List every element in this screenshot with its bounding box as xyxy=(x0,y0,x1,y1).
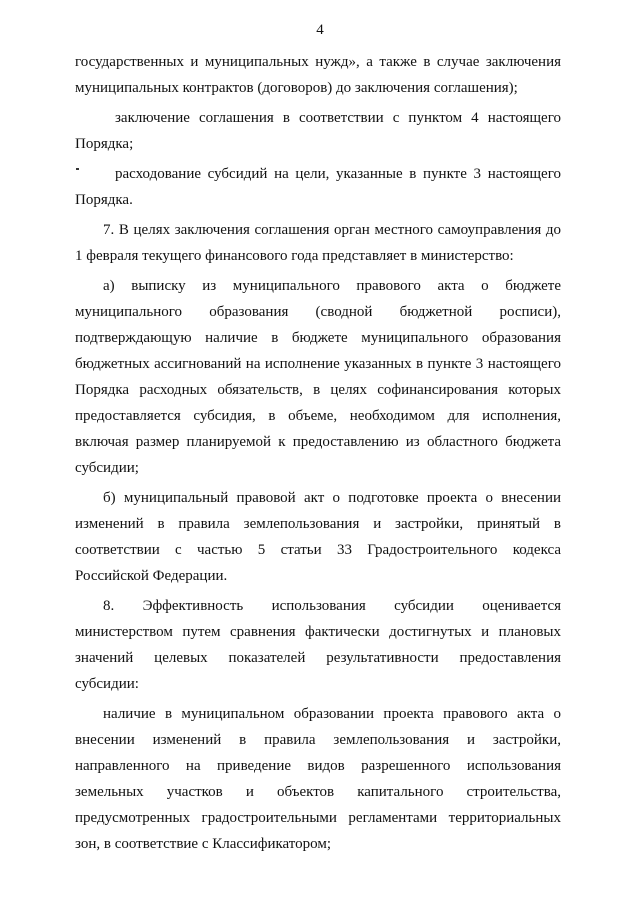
text-line: муниципального образования (сводной бюджетной росписи), xyxy=(75,304,561,320)
text-line: внесении изменений в правила землепользования и застройки, xyxy=(75,732,561,748)
text-line: государственных и муниципальных нужд», а также в случае заключения xyxy=(75,54,561,70)
document-body xyxy=(75,49,561,857)
text-line: Порядка. xyxy=(75,192,133,208)
text-line: 8. Эффективность использования субсидии оценивается xyxy=(103,598,561,614)
text-line: субсидии; xyxy=(75,460,139,476)
text-line: муниципальных контрактов (договоров) до заключения соглашения); xyxy=(75,80,518,96)
text-line: а) выписку из муниципального правового акта о бюджете xyxy=(103,278,561,294)
text-line: земельных участков и объектов капитального строительства, xyxy=(75,784,561,800)
text-line: 1 февраля текущего финансового года представляет в министерство: xyxy=(75,248,514,264)
text-line: 7. В целях заключения соглашения орган местного самоуправления до xyxy=(103,222,561,238)
text-line: предусмотренных градостроительными регламентами территориальных xyxy=(75,810,561,826)
text-line: Российской Федерации. xyxy=(75,568,228,584)
text-line: направленного на приведение видов разрешенного использования xyxy=(75,758,561,774)
text-line: заключение соглашения в соответствии с пунктом 4 настоящего xyxy=(115,110,561,126)
page-number: 4 xyxy=(316,22,324,38)
text-line: включая размер планируемой к предоставлению из областного бюджета xyxy=(75,434,561,450)
text-line: субсидии: xyxy=(75,676,139,692)
text-line: наличие в муниципальном образовании проекта правового акта о xyxy=(103,706,561,722)
text-line: подтверждающую наличие в бюджете муниципального образования xyxy=(75,330,561,346)
text-line: Порядка расходных обязательств, в целях софинансирования которых xyxy=(75,382,561,398)
text-line: министерством путем сравнения фактически достигнутых и плановых xyxy=(75,624,561,640)
text-line: изменений в правила землепользования и застройки, принятый в xyxy=(75,516,561,532)
text-line: зон, в соответствие с Классификатором; xyxy=(75,836,332,852)
text-line: расходование субсидий на цели, указанные в пункте 3 настоящего xyxy=(115,166,561,182)
text-line: б) муниципальный правовой акт о подготовке проекта о внесении xyxy=(103,490,561,506)
text-line: значений целевых показателей результативности предоставления xyxy=(75,650,561,666)
text-line: бюджетных ассигнований на исполнение указанных в пункте 3 настоящего xyxy=(75,356,561,372)
text-line: Порядка; xyxy=(75,136,134,152)
text-line: предоставляется субсидия, в объеме, необходимом для исполнения, xyxy=(75,408,561,424)
text-line: соответствии с частью 5 статьи 33 Градостроительного кодекса xyxy=(75,542,561,558)
